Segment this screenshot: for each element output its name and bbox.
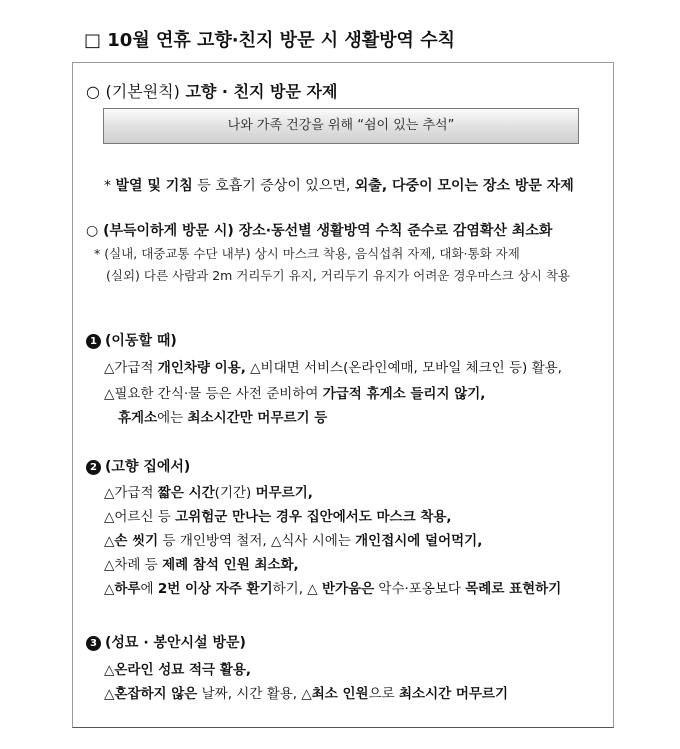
page-title: □ 10월 연휴 고향·친지 방문 시 생활방역 수칙 xyxy=(84,30,455,51)
number-badge-2: 2 xyxy=(86,460,101,475)
section2-line2: △어르신 등 고위험군 만나는 경우 집안에서도 마스크 착용, xyxy=(104,509,452,525)
section2-line4: △차례 등 제례 참석 인원 최소화, xyxy=(104,557,299,573)
section2-title: (고향 집에서) xyxy=(105,459,191,475)
section1-line2: △필요한 간식·물 등은 사전 준비하여 가급적 휴게소 들리지 않기, xyxy=(104,386,486,402)
slogan-banner: 나와 가족 건강을 위해 “쉼이 있는 추석” xyxy=(103,108,579,144)
section3-title: (성묘 · 봉안시설 방문) xyxy=(105,635,246,651)
section3-line1: △온라인 성묘 적극 활용, xyxy=(104,662,251,678)
note-symptom: 발열 및 기침 xyxy=(115,178,193,194)
unavoidable-heading xyxy=(86,220,552,240)
section2-heading xyxy=(86,456,190,476)
number-badge-1: 1 xyxy=(86,334,101,349)
note-star: * xyxy=(104,178,111,194)
note-avoid: 외출, 다중이 모이는 장소 방문 자제 xyxy=(354,178,574,194)
indoor-rule: * (실내, 대중교통 수단 내부) 상시 마스크 착용, 음식섭취 자제, 대화·통화 자제 xyxy=(94,246,520,261)
section2-line5: △하루에 2번 이상 자주 환기하기, △ 반가움은 악수·포옹보다 목례로 표현하기 xyxy=(104,581,562,597)
unavoidable-circle: ○ xyxy=(86,223,99,239)
principle-label: (기본원칙) xyxy=(105,82,180,101)
number-badge-3: 3 xyxy=(86,636,101,651)
unavoidable-text: (부득이하게 방문 시) 장소·동선별 생활방역 수칙 준수로 감염확산 최소화 xyxy=(103,223,553,239)
section3-line2: △혼잡하지 않은 날짜, 시간 활용, △최소 인원으로 최소시간 머무르기 xyxy=(104,686,509,702)
principle-text: 고향 · 친지 방문 자제 xyxy=(185,82,338,101)
section3-heading xyxy=(86,632,246,652)
section1-heading xyxy=(86,330,177,350)
outdoor-rule: (실외) 다른 사람과 2m 거리두기 유지, 거리두기 유지가 어려운 경우마스크 상시 착용 xyxy=(106,268,570,283)
section1-line3: 휴게소에는 최소시간만 머무르기 등 xyxy=(118,410,328,426)
section2-line1: △가급적 짧은 시간(기간) 머무르기, xyxy=(104,485,313,501)
note-text: 등 호흡기 증상이 있으면, xyxy=(192,178,355,194)
principle-circle: ○ xyxy=(86,82,100,101)
section2-line3: △손 씻기 등 개인방역 철저, △식사 시에는 개인접시에 덜어먹기, xyxy=(104,533,483,549)
section1-title: (이동할 때) xyxy=(105,333,177,349)
section1-line1: △가급적 개인차량 이용, △비대면 서비스(온라인예매, 모바일 체크인 등) 활용, xyxy=(104,360,562,376)
symptom-note xyxy=(104,175,574,195)
principle-heading xyxy=(86,79,337,102)
